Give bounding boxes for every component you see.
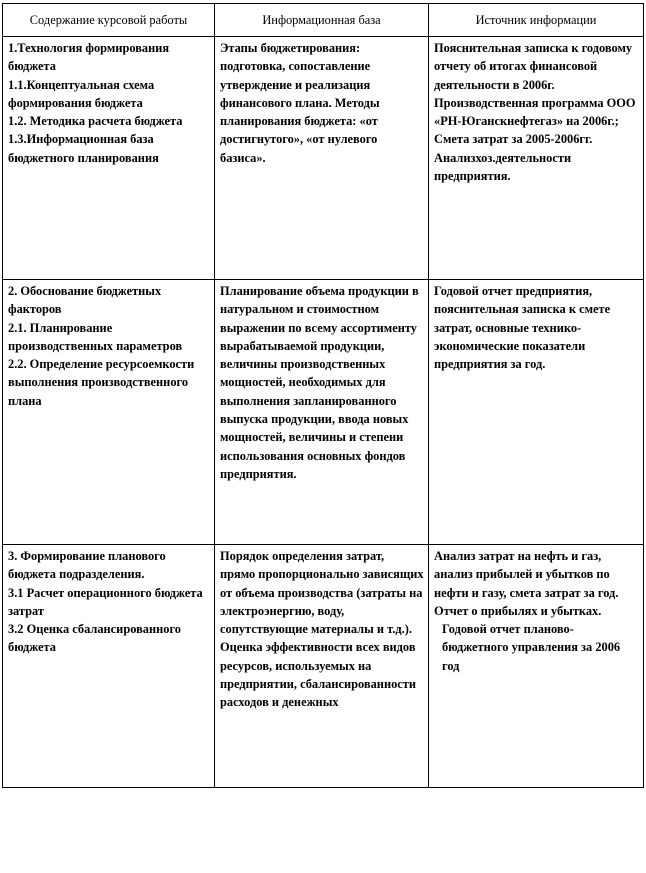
- base-text: Этапы бюджетирования: подготовка, сопоставление утверждение и реализация финансового плана. Методы планирования бюджета: «от достигнутого», «от нулевого базиса».: [220, 41, 380, 165]
- content-line: 1.3.Информационная база бюджетного планирования: [8, 132, 159, 165]
- source-cell: [429, 37, 644, 280]
- base-cell: [215, 545, 429, 788]
- content-cell: [3, 37, 215, 280]
- content-line: 1.1.Концептуальная схема формирования бюджета: [8, 77, 155, 110]
- source-line: Производственная программа ООО «РН-Юганскнефтегаз» на 2006г.;: [434, 95, 636, 129]
- table-row: [3, 37, 644, 280]
- base-cell: [215, 280, 429, 545]
- course-work-table: [2, 3, 644, 788]
- content-line: 1.Технология формирования бюджета: [8, 41, 170, 74]
- source-line: Годовой отчет планово-бюджетного управления за 2006 год: [442, 622, 621, 673]
- source-line: Годовой отчет предприятия, пояснительная записка к смете затрат, основные технико-экономические показатели предприятия за год.: [434, 284, 611, 372]
- source-line: Анализхоз.деятельности предприятия.: [434, 150, 572, 184]
- base-text: Планирование объема продукции в натуральном и стоимостном выражении по всему ассортименту вырабатываемой продукции, величины производственных мощностей, необходимых для выполнения запланированного выпуска продукции, ввода новых мощностей, величины и степени использования основных фондов предприятия.: [220, 284, 419, 481]
- content-line: 2. Обоснование бюджетных факторов: [8, 284, 162, 317]
- content-line: 3.1 Расчет операционного бюджета затрат: [8, 585, 203, 618]
- source-line: Пояснительная записка к годовому отчету об итогах финансовой деятельности в 2006г.: [434, 41, 633, 92]
- base-line: прямо пропорционально зависящих от объема производства (затраты на электроэнергию, воду, сопутствующие материалы и т.д.). Оценка эффективности всех видов ресурсов, используемых на предприятии, сбалансированности расходов и денежных: [220, 567, 424, 710]
- source-cell: [429, 545, 644, 788]
- content-line: 3.2 Оценка сбалансированного бюджета: [8, 622, 181, 655]
- content-line: 2.1. Планирование производственных параметров: [8, 320, 183, 353]
- content-line: 2.2. Определение ресурсоемкости выполнения производственного плана: [8, 357, 195, 408]
- table-row: [3, 280, 644, 545]
- content-cell: [3, 280, 215, 545]
- base-line: Порядок определения затрат,: [220, 549, 385, 563]
- header-row: [3, 4, 644, 37]
- source-line: Анализ затрат на нефть и газ, анализ прибылей и убытков по нефти и газу, смета затрат за год.: [434, 549, 619, 600]
- base-cell: [215, 37, 429, 280]
- source-line: Смета затрат за 2005-2006гг.: [434, 132, 593, 147]
- source-line: Отчет о прибылях и убытках.: [434, 603, 602, 618]
- header-information-base: Информационная база: [215, 4, 429, 37]
- content-cell: [3, 545, 215, 788]
- content-line: 1.2. Методика расчета бюджета: [8, 114, 183, 129]
- content-line: 3. Формирование планового бюджета подразделения.: [8, 549, 166, 582]
- header-source: Источник информации: [429, 4, 644, 37]
- header-content: Содержание курсовой работы: [3, 4, 215, 37]
- source-cell: [429, 280, 644, 545]
- table-row: [3, 545, 644, 788]
